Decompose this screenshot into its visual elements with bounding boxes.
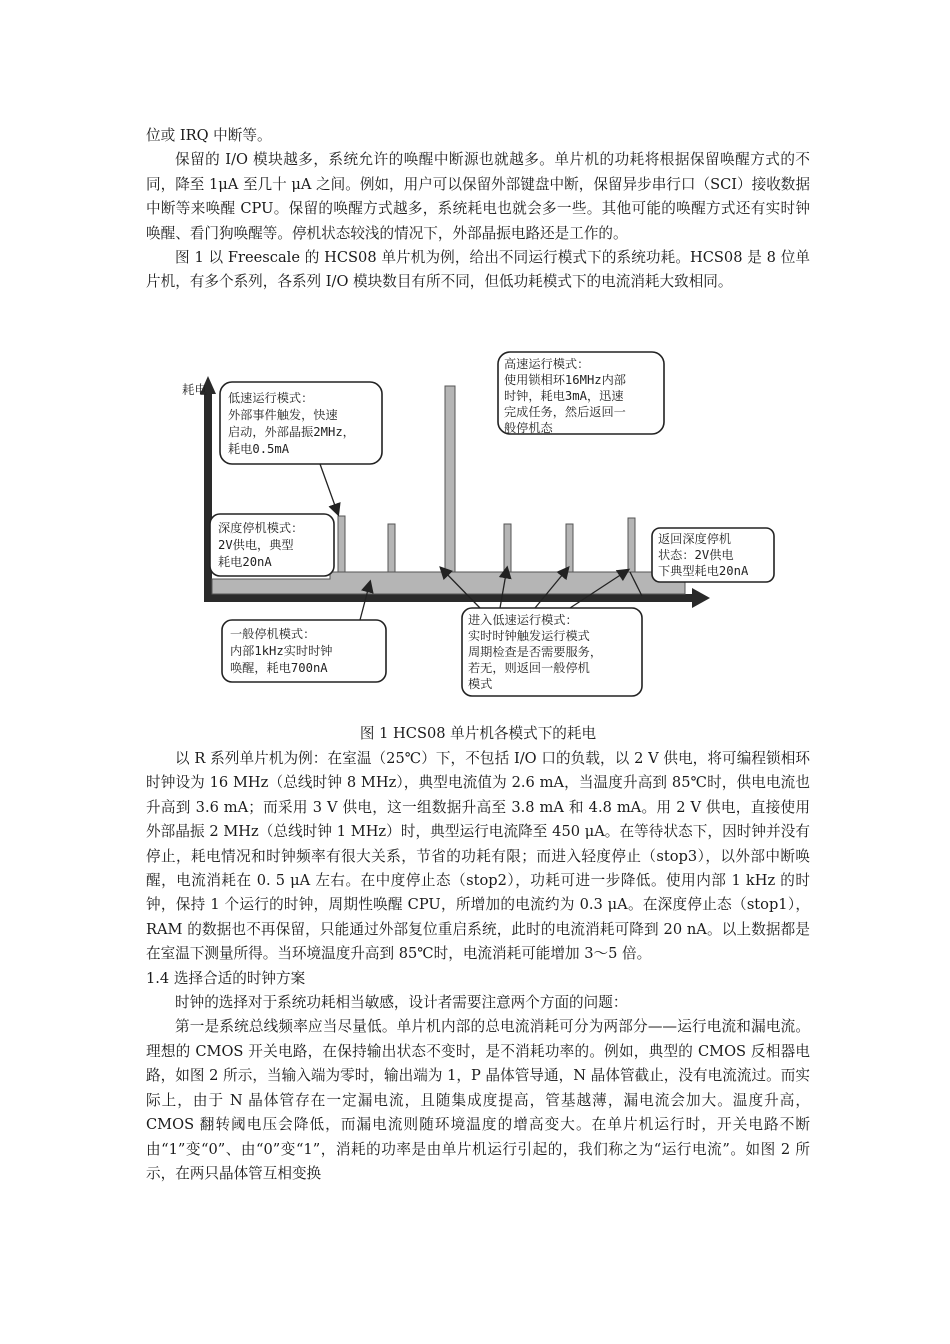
paragraph-3: 图 1 以 Freescale 的 HCS08 单片机为例，给出不同运行模式下的系统功耗。HCS08 是 8 位单片机，有多个系列，各系列 I/O 模块数目有所不同，但低功耗模式下的电流消耗大致相同。 bbox=[146, 249, 810, 291]
y-axis-label: 耗电 bbox=[182, 382, 208, 397]
power-mode-diagram bbox=[170, 346, 790, 706]
section-heading: 1.4 选择合适的时钟方案 bbox=[146, 969, 306, 987]
callout-low-speed bbox=[220, 382, 382, 464]
high-speed-text: 高速运行模式： 使用锁相环16MHz内部 时钟，耗电3mA，迅速 完成任务，然后返回一 般停机态 bbox=[504, 357, 626, 435]
callout-return-deep bbox=[652, 528, 774, 582]
top-text-block bbox=[146, 124, 810, 295]
paragraph-5: 时钟的选择对于系统功耗相当敏感，设计者需要注意两个方面的问题： bbox=[175, 994, 628, 1012]
paragraph-2: 保留的 I/O 模块越多，系统允许的唤醒中断源也就越多。单片机的功耗将根据保留唤醒方式的不同，降至 1μA 至几十 μA 之间。例如，用户可以保留外部键盘中断，保留异步串行口（SCI）接收数据中断等来唤醒 CPU。保留的唤醒方式越多，系统耗电也就会多一些。其他可能的唤醒方式还有实时钟唤醒、看门狗唤醒等。停机状态较浅的情况下，外部晶振电路还是工作的。 bbox=[146, 151, 810, 242]
callout-deep-stop bbox=[210, 514, 334, 576]
callout-normal-stop bbox=[222, 620, 386, 682]
paragraph-4: 以 R 系列单片机为例：在室温（25℃）下，不包括 I/O 口的负载，以 2 V 供电，将可编程锁相环时钟设为 16 MHz（总线时钟 8 MHz），典型电流值为 2.6 mA，当温度升高到 85℃时，供电电流也升高到 3.6 mA；而采用 3 V 供电，这一组数据升高至 3.8 mA 和 4.8 mA。用 2 V 供电，直接使用外部晶振 2 MHz（总线时钟 1 MHz）时，典型运行电流降至 450 μA。在等待状态下，因时钟并没有停止，耗电情况和时钟频率有很大关系，节省的功耗有限；而进入轻度停止（stop3），以外部中断唤醒，电流消耗在 0. 5 μA 左右。在中度停止态（stop2），功耗可进一步降低。使用内部 1 kHz 的时钟，保持 1 个运行的时钟，周期性唤醒 CPU，所增加的电流约为 0.3 μA。在深度停止态（stop1），RAM 的数据也不再保留，只能通过外部复位重启系统，此时的电流消耗可降到 20 nA。以上数据都是在室温下测量所得。当环境温度升高到 85℃时，电流消耗可能增加 3～5 倍。 bbox=[146, 750, 810, 963]
enter-low-text: 进入低速运行模式： 实时时钟触发运行模式 周期检查是否需要服务， 若无，则返回一般停机 模式 bbox=[468, 613, 603, 691]
figure-caption: 图 1 HCS08 单片机各模式下的耗电 bbox=[359, 725, 597, 742]
callout-enter-low bbox=[462, 608, 642, 696]
paragraph-6: 第一是系统总线频率应当尽量低。单片机内部的总电流消耗可分为两部分——运行电流和漏电流。理想的 CMOS 开关电路，在保持输出状态不变时，是不消耗功率的。例如，典型的 CMOS 反相器电路，如图 2 所示，当输入端为零时，输出端为 1，P 晶体管导通，N 晶体管截止，没有电流流过。而实际上，由于 N 晶体管存在一定漏电流，且随集成度提高，管基越薄，漏电流会加大。温度升高，CMOS 翻转阈电压会降低，而漏电流则随环境温度的增高变大。在单片机运行时，开关电路不断由“1”变“0”、由“0”变“1”，消耗的功率是由单片机运行引起的，我们称之为“运行电流”。如图 2 所示，在两只晶体管互相变换 bbox=[146, 1018, 810, 1182]
bottom-text-block bbox=[146, 747, 810, 1186]
callout-high-speed bbox=[498, 352, 664, 435]
paragraph-1: 位或 IRQ 中断等。 bbox=[146, 127, 272, 144]
low-speed-text: 低速运行模式： 外部事件触发，快速 启动，外部晶振2MHz， 耗电0.5mA bbox=[228, 391, 355, 456]
figure-1 bbox=[170, 346, 790, 706]
return-deep-text: 返回深度停机 状态：2V供电 下典型耗电20nA bbox=[658, 532, 749, 578]
deep-stop-text: 深度停机模式： 2V供电，典型 耗电20nA bbox=[218, 521, 304, 569]
normal-stop-text: 一般停机模式： 内部1kHz实时时钟 唤醒，耗电700nA bbox=[230, 627, 333, 675]
